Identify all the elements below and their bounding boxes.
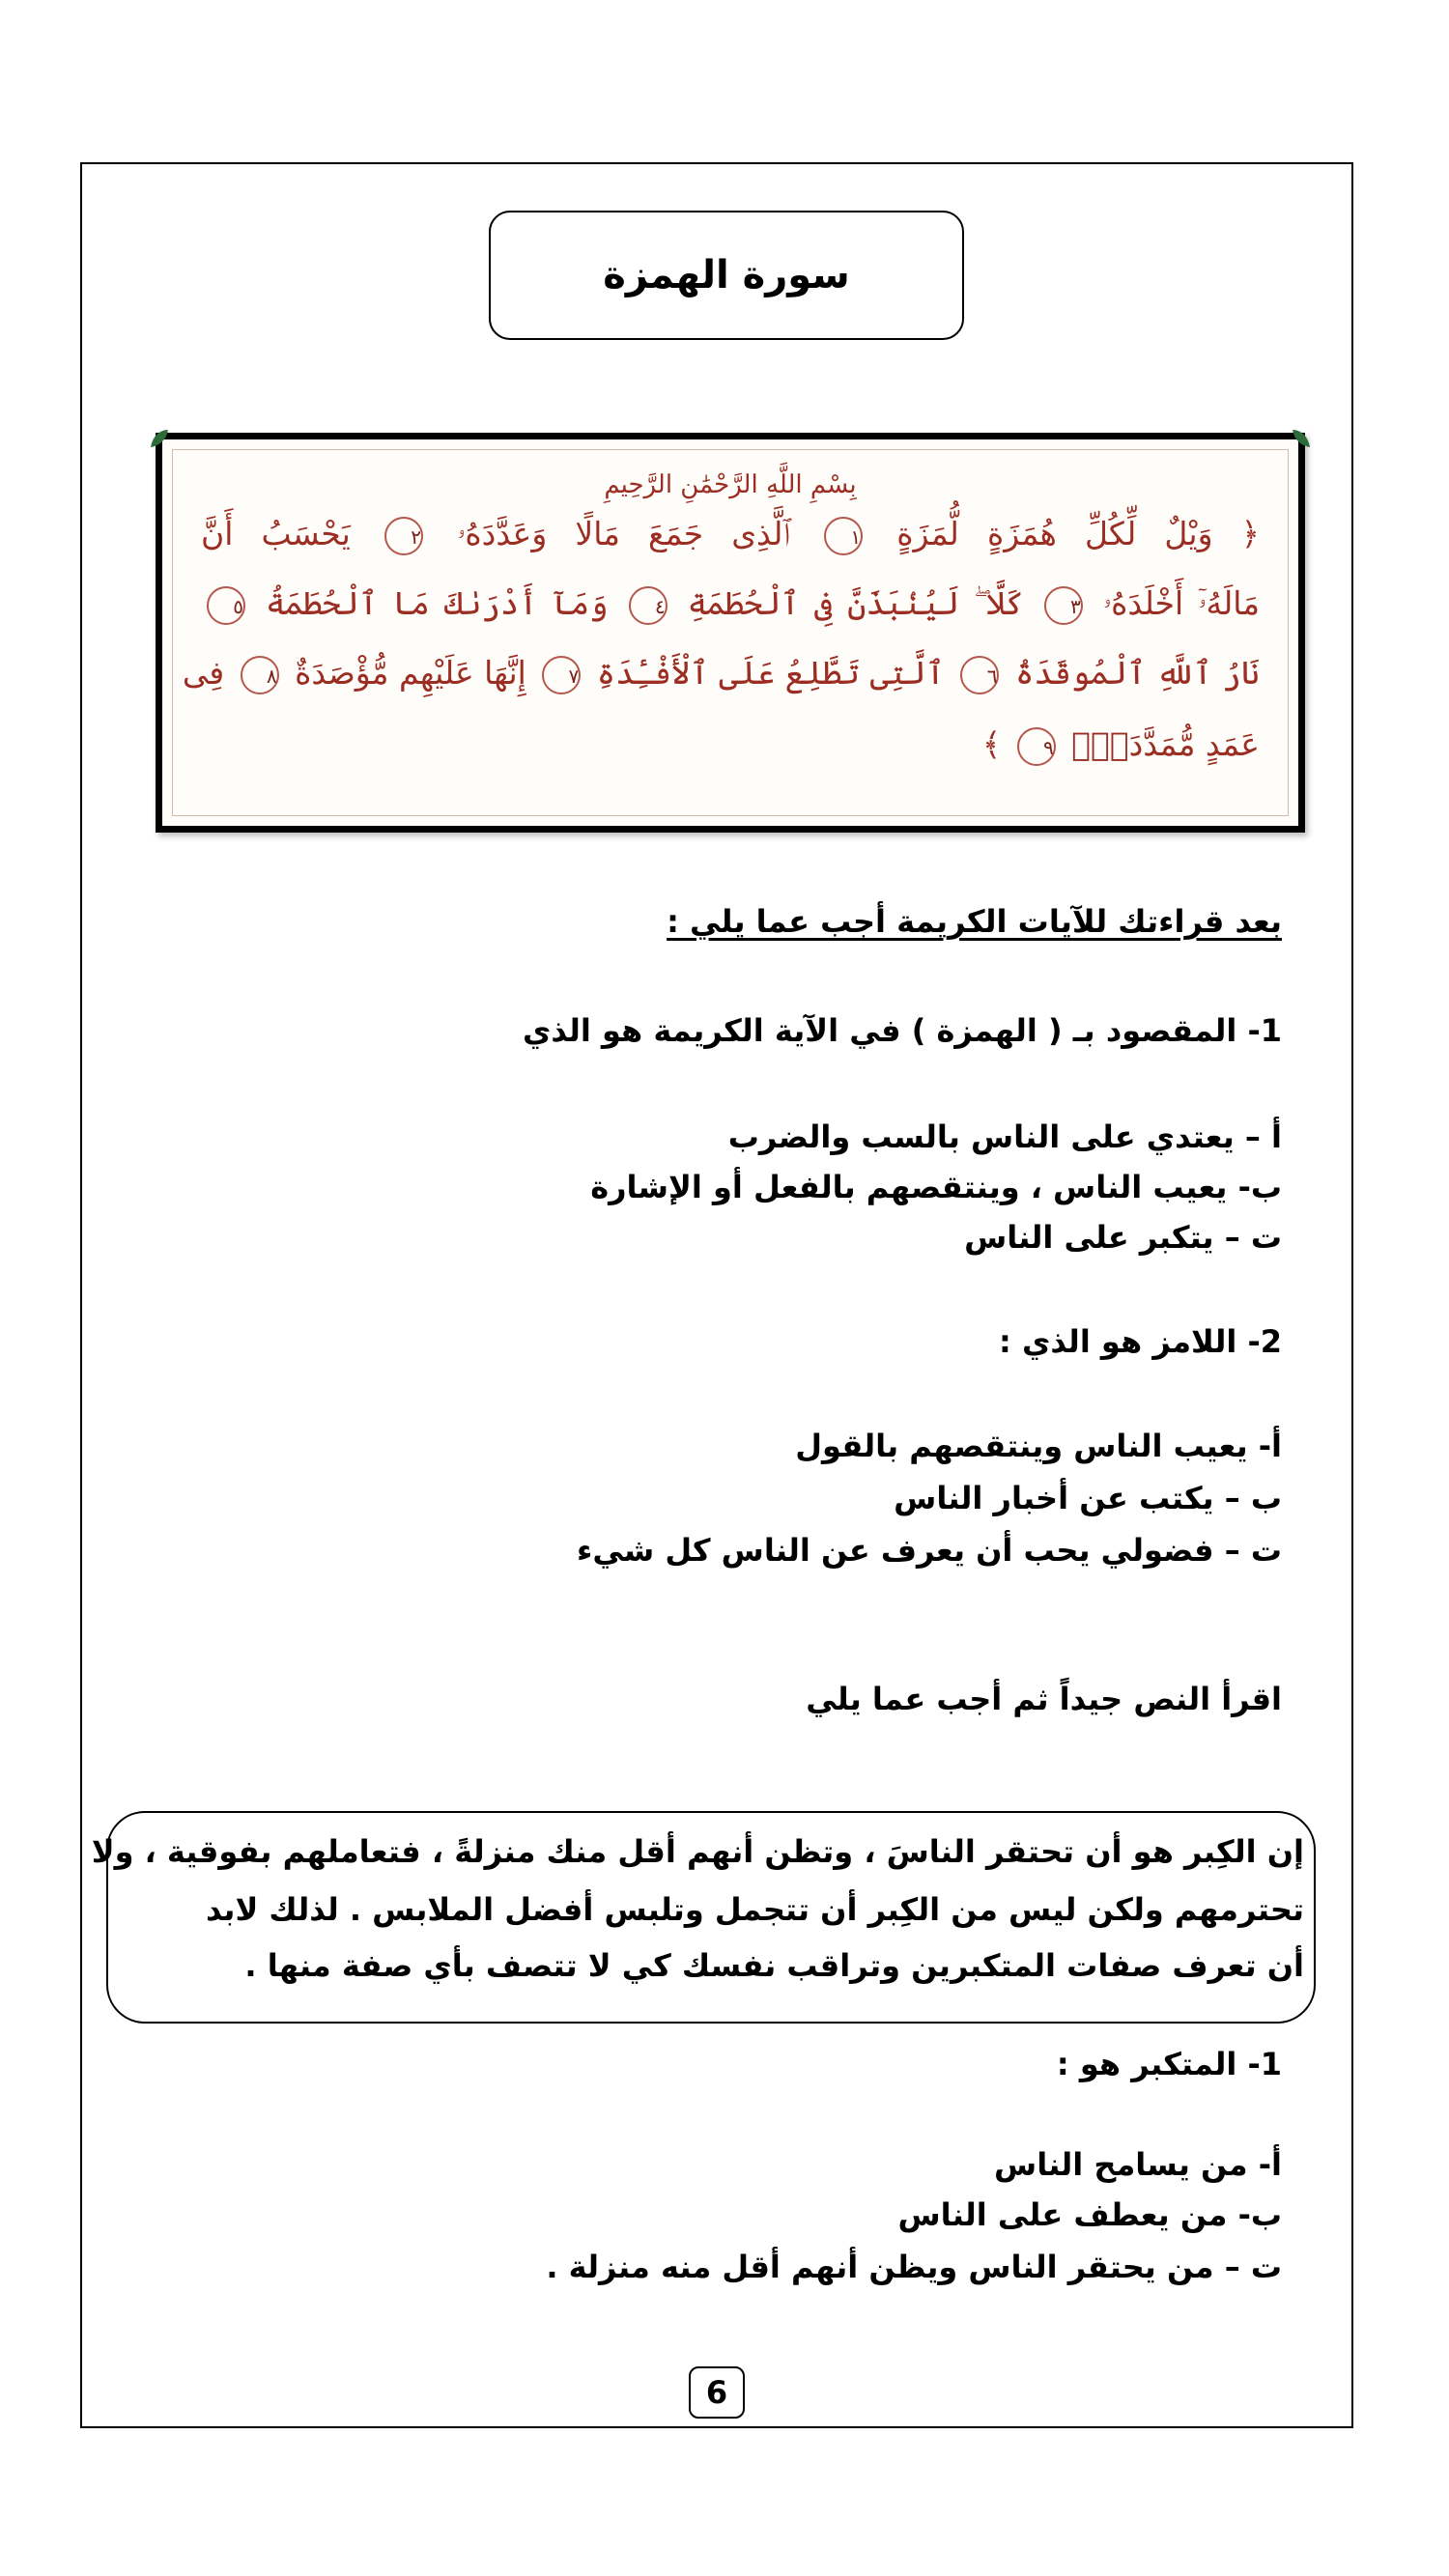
ayah-number-marker: ٦ (960, 656, 999, 694)
q2-option-a: أ- يعيب الناس وينتقصهم بالقول (795, 1428, 1282, 1464)
leaf-ornament-icon (149, 428, 170, 449)
quran-verse-text: ﴾ (981, 725, 1002, 763)
title-box (489, 211, 964, 340)
leaf-ornament-icon (1291, 428, 1312, 449)
section2-heading: اقرأ النص جيداً ثم أجب عما يلي (806, 1681, 1282, 1717)
ayah-number-marker: ٥ (207, 586, 245, 625)
quran-line-1 (201, 515, 1260, 555)
q3-option-a: أ- من يسامح الناس (994, 2146, 1282, 2183)
quran-line-2 (201, 584, 1260, 625)
quran-verse-text: عَمَدٍ مُّمَدَّدَةٍۭ (1071, 725, 1260, 763)
quran-verse-text: ٱلَّتِى تَطَّلِعُ عَلَى ٱلْأَفْـِٔدَةِ (596, 654, 945, 692)
quran-verse-text: مَالَهُۥٓ أَخْلَدَهُۥ (1102, 584, 1260, 622)
quran-verse-text: إِنَّهَا عَلَيْهِم مُّؤْصَدَةٌ (295, 654, 526, 692)
quran-image-frame (156, 433, 1305, 833)
ayah-number-marker: ٧ (542, 656, 581, 694)
question-3: 1- المتكبر هو : (1056, 2046, 1282, 2082)
q1-option-c: ت – يتكبر على الناس (964, 1219, 1282, 1256)
page-number (689, 2366, 745, 2419)
q2-option-b: ب – يكتب عن أخبار الناس (894, 1480, 1282, 1516)
quran-line-4 (201, 725, 1260, 766)
ayah-number-marker: ٤ (629, 586, 668, 625)
quran-verse-text: فِى (182, 654, 225, 692)
quran-verse-text: ٱلَّذِى جَمَعَ مَالًا وَعَدَّدَهُۥ (457, 515, 790, 552)
ayah-number-marker: ١ (824, 517, 863, 555)
section1-heading: بعد قراءتك للآيات الكريمة أجب عما يلي : (667, 903, 1282, 940)
quran-verse-text: وَمَآ أَدْرَىٰكَ مَا ٱلْحُطَمَةُ (266, 584, 609, 622)
q2-option-c: ت – فضولي يحب أن يعرف عن الناس كل شيء (577, 1532, 1282, 1569)
quran-verse-text: كَلَّا ۖ لَيُنۢبَذَنَّ فِى ٱلْحُطَمَةِ (687, 584, 1024, 622)
quran-verse-text: ﴿ وَيْلٌ لِّكُلِّ هُمَزَةٍ لُّمَزَةٍ (896, 515, 1260, 552)
quran-verse-text: نَارُ ٱللَّهِ ٱلْمُوقَدَةُ (1014, 654, 1260, 692)
quran-verse-text: يَحْسَبُ أَنَّ (201, 515, 351, 552)
surah-title: سورة الهمزة (603, 253, 850, 297)
passage-line-3: أن تعرف صفات المتكبرين وتراقب نفسك كي لا تتصف بأي صفة منها . (244, 1947, 1304, 1984)
passage-line-2: تحترمهم ولكن ليس من الكِبر أن تتجمل وتلبس أفضل الملابس . لذلك لابد (205, 1891, 1304, 1928)
passage-line-1: إن الكِبر هو أن تحتقر الناسَ ، وتظن أنهم أقل منك منزلةً ، فتعاملهم بفوقية ، ولا (91, 1833, 1304, 1870)
q1-option-b: ب- يعيب الناس ، وينتقصهم بالفعل أو الإشارة (590, 1169, 1282, 1205)
ayah-number-marker: ٨ (241, 656, 279, 694)
ayah-number-marker: ٣ (1044, 586, 1083, 625)
basmala: بِسْمِ اللَّهِ الرَّحْمَٰنِ الرَّحِيمِ (604, 470, 857, 499)
quran-line-3 (182, 654, 1260, 694)
q3-option-c: ت – من يحتقر الناس ويظن أنهم أقل منه منزلة . (546, 2249, 1282, 2285)
q1-option-a: أ – يعتدي على الناس بالسب والضرب (727, 1118, 1282, 1155)
ayah-number-marker: ٩ (1017, 727, 1056, 766)
question-1: 1- المقصود بـ ( الهمزة ) في الآية الكريمة هو الذي (523, 1012, 1282, 1049)
question-2: 2- اللامز هو الذي : (999, 1323, 1282, 1360)
q3-option-b: ب- من يعطف على الناس (897, 2196, 1282, 2233)
ayah-number-marker: ٢ (384, 517, 423, 555)
page-number-text: 6 (705, 2374, 728, 2411)
